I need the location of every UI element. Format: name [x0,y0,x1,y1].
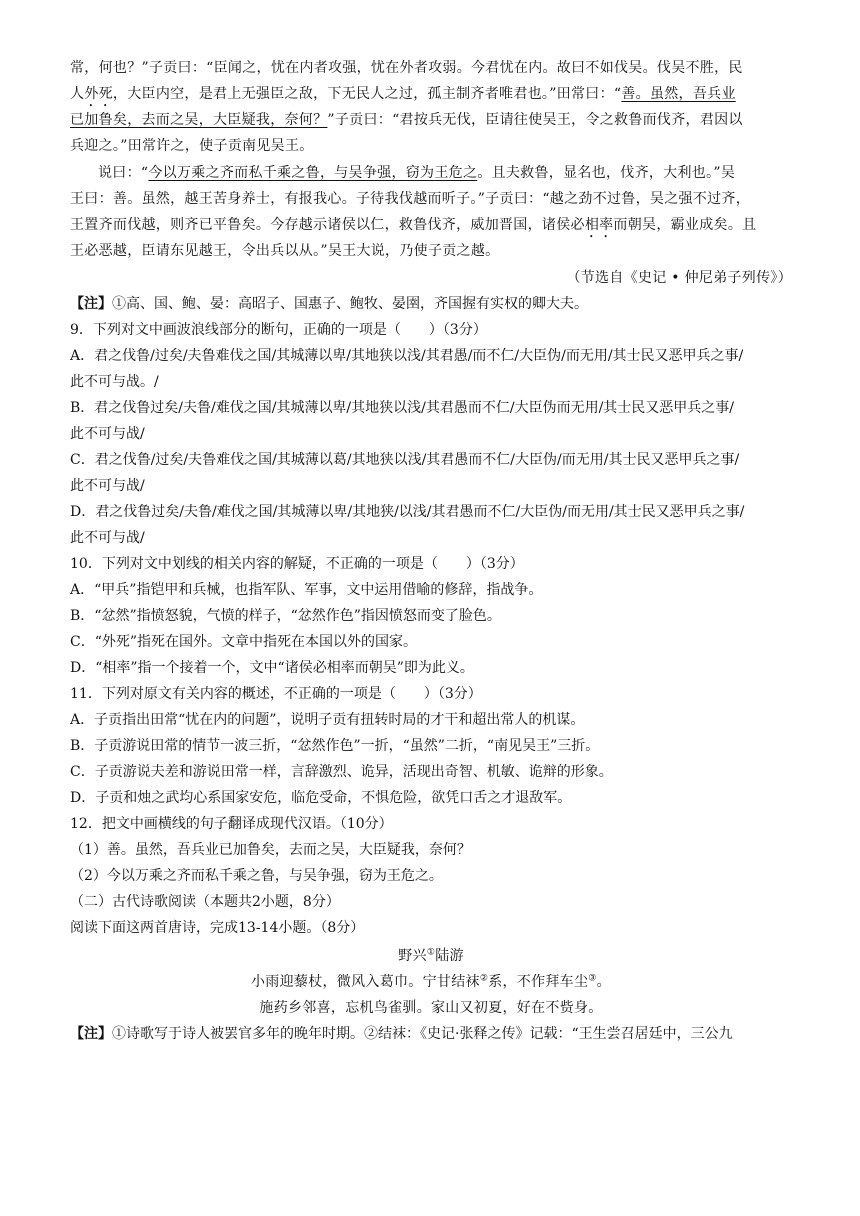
q11-option-d: D．子贡和烛之武均心系国家安危，临危受命，不惧危险，欲凭口舌之才退敌军。 [70,790,572,806]
section-intro: 阅读下面这两首唐诗，完成13-14小题。（8分） [70,920,365,936]
note-label: 【注】 [70,1026,112,1042]
dotted-term-xianglv: 相率 [584,217,614,233]
q10-option-c: C．“外死”指死在国外。文章中指死在本国以外的国家。 [70,634,418,650]
question-10-stem: 10．下列对文中划线的相关内容的解疑，不正确的一项是（ ）（3分） [70,556,524,572]
passage-line: 说曰：“今以万乘之齐而私千乘之鲁，与吴争强，窃为王危之。且夫救鲁，显名也，伐齐，大利也。”吴 [98,165,736,181]
question-11-stem: 11．下列对原文有关内容的概述，不正确的一项是（ ）（3分） [70,686,482,702]
underlined-sentence-1: 善。虽然，吾兵业 [621,86,736,102]
q10-option-d: D．“相率”指一个接着一个，文中“诸侯必相率而朝吴”即为此义。 [70,660,474,676]
q12-sentence-2: （2）今以万乘之齐而私千乘之鲁，与吴争强，窃为王危之。 [70,868,443,884]
poem-title: 野兴①陆游 [398,947,464,964]
underlined-sentence-1-cont: 已加鲁矣，去而之吴，大臣疑我，奈何？ [70,112,328,128]
q11-option-c: C．子贡游说夫差和游说田常一样，言辞激烈、诡异，活现出奇智、机敏、诡辩的形象。 [70,764,613,780]
question-12-stem: 12．把文中画横线的句子翻译成现代汉语。（10分） [70,816,393,832]
poem-line: 施药乡邻喜，忘机鸟雀驯。家山又初夏，好在不赀身。 [259,1000,603,1016]
passage-source: （节选自《史记 • 仲尼弟子列传》） [566,270,792,286]
underlined-sentence-2: 今以万乘之齐而私千乘之鲁，与吴争强，窃为王危之 [148,165,478,181]
passage-line: 王置齐而伐越，则齐已平鲁矣。今存越示诸侯以仁，救鲁伐齐，威加晋国，诸侯必相率而朝吴，霸业成矣。且 [70,217,757,233]
passage-line: 王必恶越，臣请东见越王，令出兵以从。”吴王大说，乃使子贡之越。 [70,243,500,259]
q9-option-b: B．君之伐鲁过矣/夫鲁/难伐之国/其城薄以卑/其地狭以浅/其君愚而不仁/大臣伪而无用/其士民又恶甲兵之事/ [70,400,735,416]
q9-option-b-cont: 此不可与战/ [70,426,145,442]
q9-option-d-cont: 此不可与战/ [70,530,145,546]
footnote-marker: ③ [588,973,597,984]
q11-option-a: A．子贡指出田常“忧在内的问题”，说明子贡有扭转时局的才干和超出常人的机谋。 [70,712,585,728]
poem-author: 陆游 [435,948,464,964]
footnote-marker: ① [426,947,436,958]
passage-line: 常，何也？”子贡曰：“臣闻之，忧在内者攻强，忧在外者攻弱。今君忧在内。故曰不如伐吴。伐吴不胜，民 [70,60,743,76]
q9-option-c: C．君之伐鲁/过矣/夫鲁难伐之国/其城薄以葛/其地狭以浅/其君愚而不仁/大臣伪/而无用/其士民又恶甲兵之事/ [70,452,740,468]
footnote-marker: ② [479,973,489,984]
passage-line: 人外死，大臣内空，是君上无强臣之敌，下无民人之过，孤主制齐者唯君也。”田常曰：“善。虽然，吾兵业 [70,86,736,102]
poem-line: 小雨迎藜杖，微风入葛巾。宁甘结袜②系，不作拜车尘③。 [251,973,611,990]
q10-option-b: B．“忿然”指愤怒貌，气愤的样子，“忿然作色”指因愤怒而变了脸色。 [70,608,501,624]
q9-option-c-cont: 此不可与战/ [70,478,145,494]
q12-sentence-1: （1）善。虽然，吾兵业已加鲁矣，去而之吴，大臣疑我，奈何？ [70,842,471,858]
q10-option-a: A．“甲兵”指铠甲和兵械，也指军队、军事，文中运用借喻的修辞，指战争。 [70,582,543,598]
q9-option-a-cont: 此不可与战。/ [70,374,159,390]
passage-line: 已加鲁矣，去而之吴，大臣疑我，奈何？”子贡曰：“君按兵无伐，臣请往使吴王，令之救鲁而伐齐，君因以 [70,112,743,128]
question-9-stem: 9．下列对文中画波浪线部分的断句，正确的一项是（ ）（3分） [70,322,487,338]
note-label: 【注】 [70,296,112,312]
dotted-term-waisi: 外死 [84,86,113,102]
note-1: 【注】①高、国、鲍、晏：高昭子、国惠子、鲍牧、晏圉，齐国握有实权的卿大夫。 [70,296,588,312]
section-title: （二）古代诗歌阅读（本题共2小题，8分） [70,894,340,910]
q9-option-d: D．君之伐鲁过矣/夫鲁/难伐之国/其城薄以卑/其地狭/以浅/其君愚而不仁/大臣伪/而无用/其士民又恶甲兵之事/ [70,504,745,520]
note-2: 【注】①诗歌写于诗人被罢官多年的晚年时期。②结袜：《史记·张释之传》记载：“王生尝召居廷中，三公九 [70,1026,733,1042]
passage-line: 兵迎之。”田常许之，使子贡南见吴王。 [70,138,314,154]
q9-option-a: A．君之伐鲁/过矣/夫鲁难伐之国/其城薄以卑/其地狭以浅/其君愚/而不仁/大臣伪/而无用/其士民又恶甲兵之事/ [70,348,744,364]
passage-line: 王曰：善。虽然，越王苦身养士，有报我心。子待我伐越而听子。”子贡曰：“越之劲不过鲁，吴之强不过齐， [70,191,751,207]
q11-option-b: B．子贡游说田常的情节一波三折，“忿然作色”一折，“虽然”二折，“南见吴王”三折。 [70,738,600,754]
